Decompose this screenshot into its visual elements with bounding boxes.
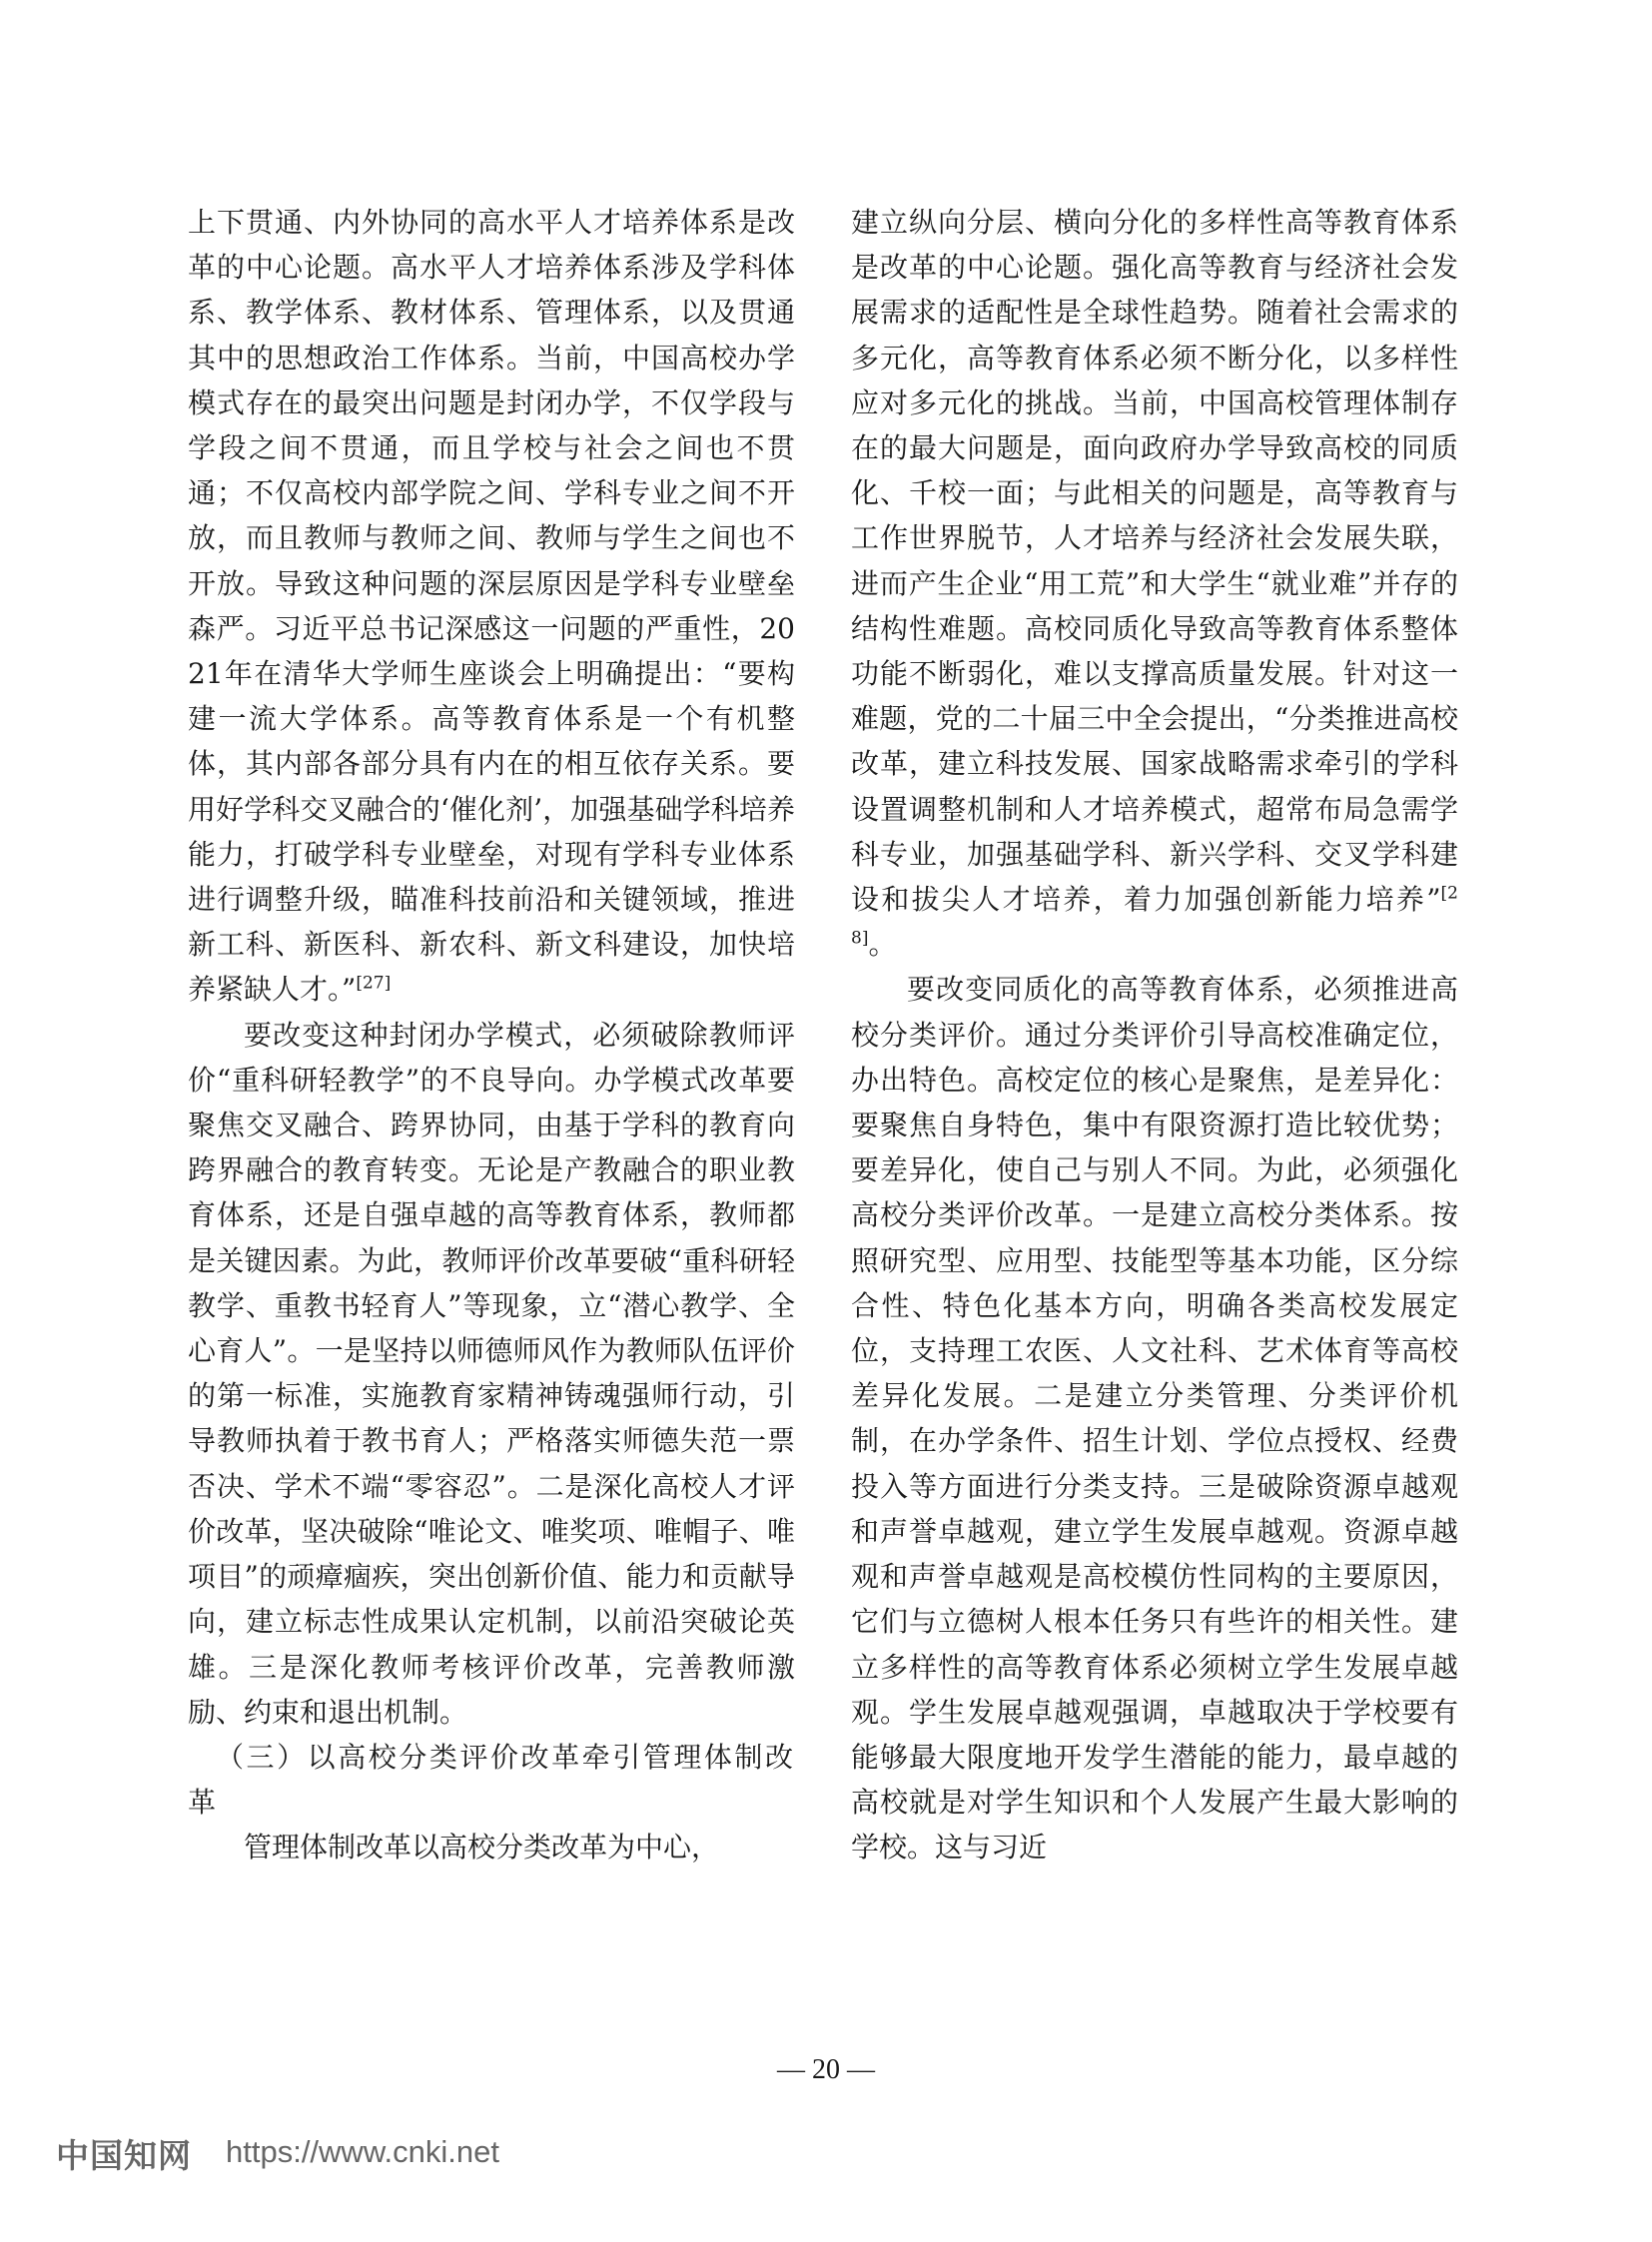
citation-marker: [28] <box>851 883 1458 949</box>
cnki-logo: 中国知网 <box>56 2136 192 2175</box>
section-heading: （三）以高校分类评价改革牵引管理体制改革 <box>188 1740 795 1820</box>
paragraph-text: 建立纵向分层、横向分化的多样性高等教育体系是改革的中心论题。强化高等教育与经济社会发展需求的适配性是全球性趋势。随着社会需求的多元化，高等教育体系必须不断分化，以多样性应对多元化的挑战。当前，中国高校管理体制存在的最大问题是，面向政府办学导致高校的同质化、千校一面；与此相关的问题是，高等教育与工作世界脱节，人才培养与经济社会发展失联，进而产生企业“用工荒”和大学生“就业难”并存的结构性难题。高校同质化导致高等教育体系整体功能不断弱化，难以支撑高质量发展。针对这一难题，党的二十届三中全会提出，“分类推进高校改革，建立科技发展、国家战略需求牵引的学科设置调整机制和人才培养模式，超常布局急需学科专业，加强基础学科、新兴学科、交叉学科建设和拔尖人才培养，着力加强创新能力培养” <box>851 206 1458 917</box>
paragraph: 要改变这种封闭办学模式，必须破除教师评价“重科研轻教学”的不良导向。办学模式改革要聚焦交叉融合、跨界协同，由基于学科的教育向跨界融合的教育转变。无论是产教融合的职业教育体系，还是自强卓越的高等教育体系，教师都是关键因素。为此，教师评价改革要破“重科研轻教学、重教书轻育人”等现象，立“潜心教学、全心育人”。一是坚持以师德师风作为教师队伍评价的第一标准，实施教育家精神铸魂强师行动，引导教师执着于教书育人；严格落实师德失范一票否决、学术不端“零容忍”。二是深化高校人才评价改革，坚决破除“唯论文、唯奖项、唯帽子、唯项目”的顽瘴痼疾，突出创新价值、能力和贡献导向，建立标志性成果认定机制，以前沿突破论英雄。三是深化教师考核评价改革，完善教师激励、约束和退出机制。 <box>188 1018 795 1729</box>
paragraph: 管理体制改革以高校分类改革为中心， <box>244 1831 720 1865</box>
citation-marker: [27] <box>356 974 392 995</box>
right-column <box>851 200 1458 1870</box>
footer-url-link[interactable]: https://www.cnki.net <box>226 2134 499 2169</box>
paragraph-text: 上下贯通、内外协同的高水平人才培养体系是改革的中心论题。高水平人才培养体系涉及学科体系、教学体系、教材体系、管理体系，以及贯通其中的思想政治工作体系。当前，中国高校办学模式存在的最突出问题是封闭办学，不仅学段与学段之间不贯通，而且学校与社会之间也不贯通；不仅高校内部学院之间、学科专业之间不开放，而且教师与教师之间、教师与学生之间也不开放。导致这种问题的深层原因是学科专业壁垒森严。习近平总书记深感这一问题的严重性，2021年在清华大学师生座谈会上明确提出：“要构建一流大学体系。高等教育体系是一个有机整体，其内部各部分具有内在的相互依存关系。要用好学科交叉融合的‘催化剂’，加强基础学科培养能力，打破学科专业壁垒，对现有学科专业体系进行调整升级，瞄准科技前沿和关键领域，推进新工科、新医科、新农科、新文科建设，加快培养紧缺人才。” <box>188 206 795 1007</box>
paragraph <box>188 200 795 1013</box>
page-number: — 20 — <box>777 2054 875 2085</box>
paragraph-text-end: 。 <box>868 928 897 962</box>
paragraph <box>851 200 1458 967</box>
left-column <box>188 200 795 1870</box>
paragraph: 要改变同质化的高等教育体系，必须推进高校分类评价。通过分类评价引导高校准确定位，办出特色。高校定位的核心是聚焦，是差异化：要聚焦自身特色，集中有限资源打造比较优势；要差异化，使自己与别人不同。为此，必须强化高校分类评价改革。一是建立高校分类体系。按照研究型、应用型、技能型等基本功能，区分综合性、特色化基本方向，明确各类高校发展定位，支持理工农医、人文社科、艺术体育等高校差异化发展。二是建立分类管理、分类评价机制，在办学条件、招生计划、学位点授权、经费投入等方面进行分类支持。三是破除资源卓越观和声誉卓越观，建立学生发展卓越观。资源卓越观和声誉卓越观是高校模仿性同构的主要原因，它们与立德树人根本任务只有些许的相关性。建立多样性的高等教育体系必须树立学生发展卓越观。学生发展卓越观强调，卓越取决于学校要有能够最大限度地开发学生潜能的能力，最卓越的高校就是对学生知识和个人发展产生最大影响的学校。这与习近 <box>851 973 1458 1865</box>
